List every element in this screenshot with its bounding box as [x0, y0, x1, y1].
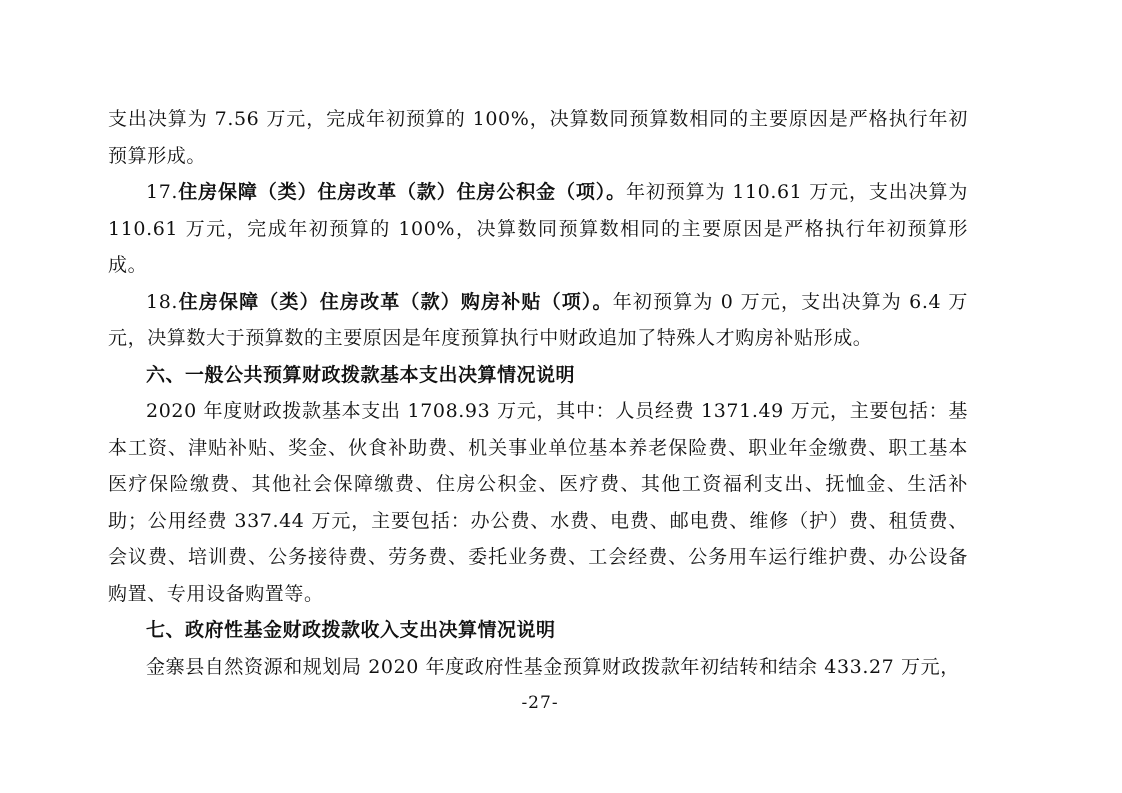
section-7-body: 金寨县自然资源和规划局 2020 年度政府性基金预算财政拨款年初结转和结余 433.27 万元， [146, 655, 960, 678]
item-18-number: 18. [146, 290, 179, 313]
item-18-body: 年初预算为 0 万元，支出决算为 6.4 万元，决算数大于预算数的主要原因是年度预算执行中财政追加了特殊人才购房补贴形成。 [108, 290, 969, 349]
document-page [108, 101, 968, 685]
item-17-paragraph [108, 174, 968, 284]
section-6-heading: 六、一般公共预算财政拨款基本支出决算情况说明 [146, 363, 576, 386]
page-number: -27- [521, 693, 559, 713]
item-17-number: 17. [146, 181, 179, 203]
item-18-title: 住房保障（类）住房改革（款）购房补贴（项）。 [178, 290, 613, 313]
item-17-body: 年初预算为 110.61 万元，支出决算为 110.61 万元，完成年初预算的 100%，决算数同预算数相同的主要原因是严格执行年初预算形成。 [108, 181, 968, 276]
section-6-body: 2020 年度财政拨款基本支出 1708.93 万元，其中：人员经费 1371.49 万元，主要包括：基本工资、津贴补贴、奖金、伙食补助费、机关事业单位基本养老保险费、职业年金缴费、职工基本医疗保险缴费、其他社会保障缴费、住房公积金、医疗费、其他工资福利支出、抚恤金、生活补助；公用经费 337.44 万元，主要包括：办公费、水费、电费、邮电费、维修（护）费、租赁费、会议费、培训费、公务接待费、劳务费、委托业务费、工会经费、公务用车运行维护费、办公设备购置、专用设备购置等。 [108, 400, 968, 605]
intro-paragraph: 支出决算为 7.56 万元，完成年初预算的 100%，决算数同预算数相同的主要原因是严格执行年初预算形成。 [108, 108, 968, 167]
item-18-paragraph [108, 284, 968, 357]
item-17-title: 住房保障（类）住房改革（款）住房公积金（项）。 [178, 181, 626, 203]
section-7-heading: 七、政府性基金财政拨款收入支出决算情况说明 [146, 619, 556, 641]
